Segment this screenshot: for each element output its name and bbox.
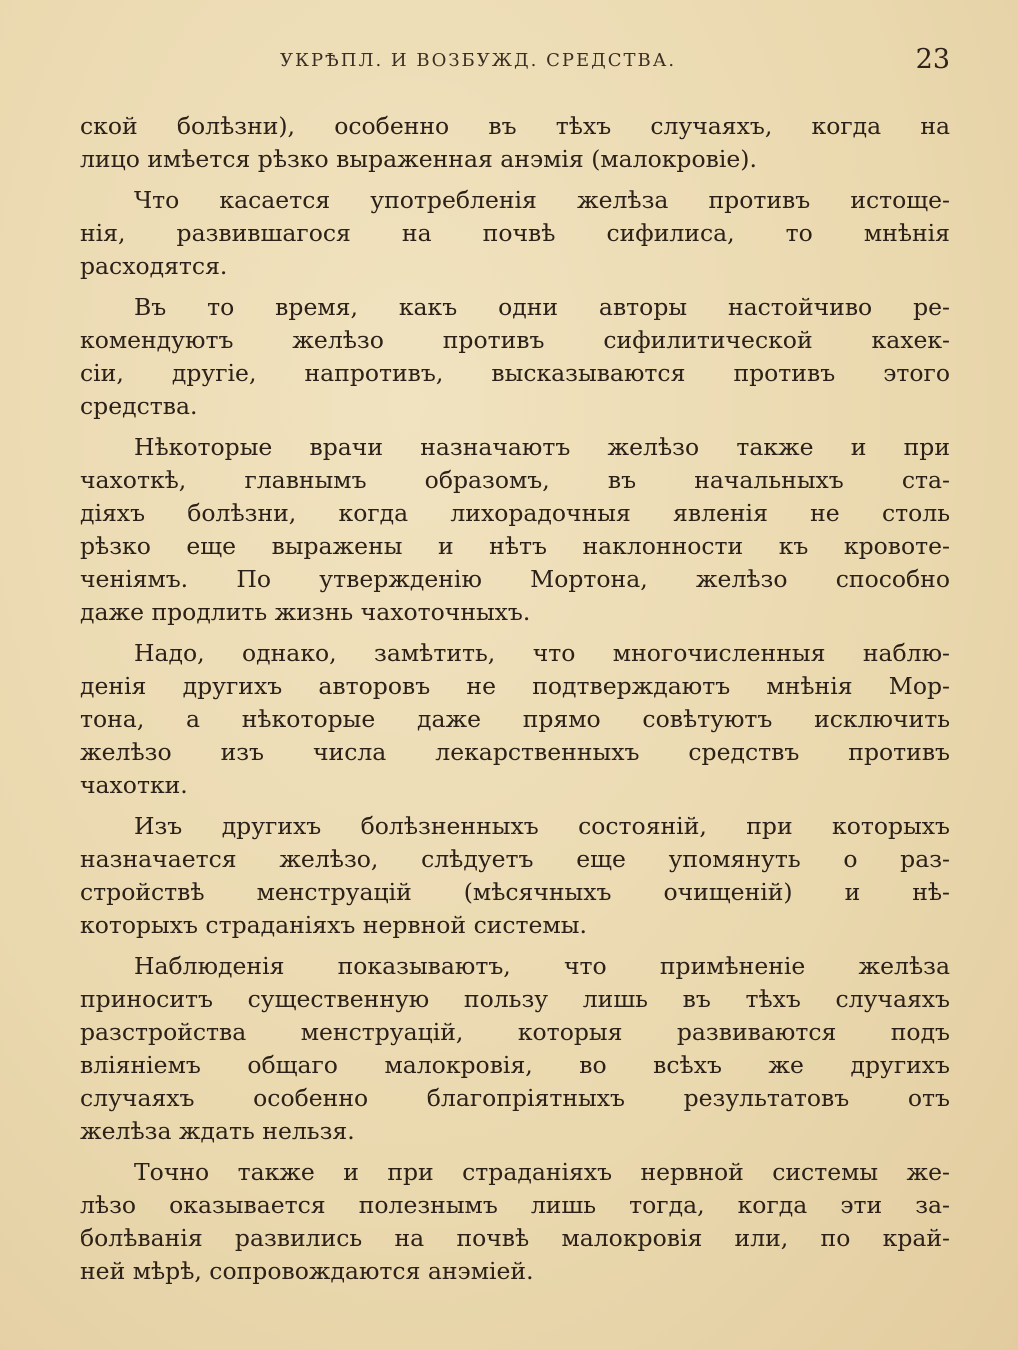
text-line: тона, а нѣкоторые даже прямо совѣтуютъ исключить (80, 705, 950, 733)
text-line: желѣзо изъ числа лекарственныхъ средствъ противъ (80, 738, 950, 766)
page-header (80, 44, 950, 80)
text-line: вліяніемъ общаго малокровія, во всѣхъ же другихъ (80, 1051, 950, 1079)
text-line: ней мѣрѣ, сопровождаются анэміей. (80, 1257, 534, 1285)
text-line: Наблюденія показываютъ, что примѣненіе желѣза (134, 952, 950, 980)
text-line: діяхъ болѣзни, когда лихорадочныя явленія не столь (80, 499, 950, 527)
text-line: даже продлить жизнь чахоточныхъ. (80, 598, 531, 626)
page-number: 23 (915, 44, 950, 75)
text-line: чахотки. (80, 771, 188, 799)
text-line: желѣза ждать нельзя. (80, 1117, 355, 1145)
text-line: расходятся. (80, 252, 228, 280)
text-line: Нѣкоторые врачи назначаютъ желѣзо также и при (134, 433, 950, 461)
text-line: Что касается употребленія желѣза противъ истоще- (134, 186, 950, 214)
text-line: ской болѣзни), особенно въ тѣхъ случаяхъ, когда на (80, 112, 950, 140)
text-line: ченіямъ. По утвержденію Мортона, желѣзо способно (80, 565, 950, 593)
text-line: приноситъ существенную пользу лишь въ тѣхъ случаяхъ (80, 985, 950, 1013)
text-line: сіи, другіе, напротивъ, высказываются противъ этого (80, 359, 950, 387)
text-line: комендуютъ желѣзо противъ сифилитической кахек- (80, 326, 950, 354)
text-line: случаяхъ особенно благопріятныхъ результатовъ отъ (80, 1084, 950, 1112)
text-line: нія, развившагося на почвѣ сифилиса, то мнѣнія (80, 219, 950, 247)
text-line: которыхъ страданіяхъ нервной системы. (80, 911, 587, 939)
text-line: лицо имѣется рѣзко выраженная анэмія (малокровіе). (80, 145, 757, 173)
text-line: Надо, однако, замѣтить, что многочисленныя наблю- (134, 639, 950, 667)
text-line: назначается желѣзо, слѣдуетъ еще упомянуть о раз- (80, 845, 950, 873)
text-line: Изъ другихъ болѣзненныхъ состояній, при которыхъ (134, 812, 950, 840)
body-text (80, 110, 950, 1288)
text-line: болѣванія развились на почвѣ малокровія или, по край- (80, 1224, 950, 1252)
text-line: разстройства менструацій, которыя развиваются подъ (80, 1018, 950, 1046)
text-line: чахоткѣ, главнымъ образомъ, въ начальныхъ ста- (80, 466, 950, 494)
text-line: стройствѣ менструацій (мѣсячныхъ очищеній) и нѣ- (80, 878, 950, 906)
text-line: Точно также и при страданіяхъ нервной системы же- (134, 1158, 950, 1186)
text-line: денія другихъ авторовъ не подтверждаютъ мнѣнія Мор- (80, 672, 950, 700)
text-line: лѣзо оказывается полезнымъ лишь тогда, когда эти за- (80, 1191, 950, 1219)
text-line: средства. (80, 392, 198, 420)
text-line: рѣзко еще выражены и нѣтъ наклонности къ кровоте- (80, 532, 950, 560)
text-line: Въ то время, какъ одни авторы настойчиво ре- (134, 293, 950, 321)
running-head: УКРѢПЛ. И ВОЗБУЖД. СРЕДСТВА. (280, 50, 677, 71)
